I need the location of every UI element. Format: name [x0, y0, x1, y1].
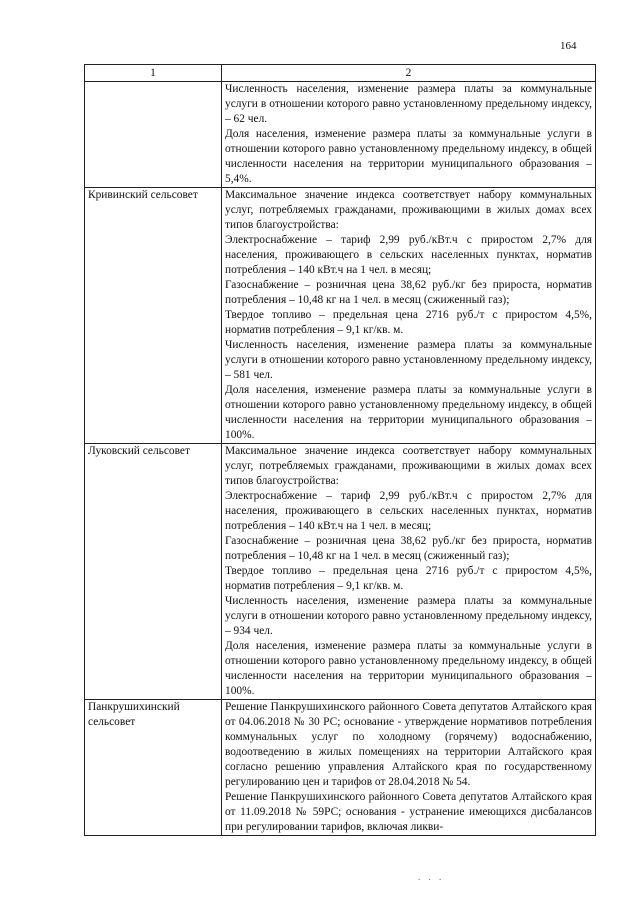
paragraph: Доля населения, изменение размера платы за коммунальные услуги в отношении которого равно установленному предельному индексу, в общей численности населения на территории муниципального образования – 100%.	[225, 640, 592, 697]
paragraph: Численность населения, изменение размера платы за коммунальные услуги в отношении которого равно установленному предельному индексу, – 62 чел.	[225, 83, 592, 125]
table-row	[85, 700, 596, 836]
paragraph: Решение Панкрушихинского районного Совета депутатов Алтайского края от 11.09.2018 № 59РС; основания - устранение имеющихся дисбалансов при регулировании тарифов, включая ликви-	[225, 791, 592, 833]
paragraph: Численность населения, изменение размера платы за коммунальные услуги в отношении которого равно установленному предельному индексу, – 934 чел.	[225, 595, 592, 637]
page-number: 164	[560, 40, 577, 52]
paragraph: Доля населения, изменение размера платы за коммунальные услуги в отношении которого равно установленному предельному индексу, в общей численности населения на территории муниципального образования – 5,4%.	[225, 128, 592, 185]
municipality-name: Луковский сельсовет	[85, 444, 222, 700]
municipality-name	[85, 82, 222, 188]
table-row	[85, 444, 596, 700]
paragraph: Максимальное значение индекса соответствует набору коммунальных услуг, потребляемых гражданами, проживающими в жилых домах всех типов благоустройства:	[225, 445, 592, 487]
table-row	[85, 82, 596, 188]
data-table	[84, 64, 596, 836]
paragraph: Электроснабжение – тариф 2,99 руб./кВт.ч с приростом 2,7% для населения, проживающего в сельских населенных пунктах, норматив потребления – 140 кВт.ч на 1 чел. в месяц;	[225, 234, 592, 276]
column-header-2: 2	[222, 65, 596, 82]
column-header-1: 1	[85, 65, 222, 82]
table-header-row	[85, 65, 596, 82]
row-content	[222, 444, 596, 700]
footer-marks: . . .	[418, 872, 445, 882]
paragraph: Максимальное значение индекса соответствует набору коммунальных услуг, потребляемых гражданами, проживающими в жилых домах всех типов благоустройства:	[225, 189, 592, 231]
paragraph: Доля населения, изменение размера платы за коммунальные услуги в отношении которого равно установленному предельному индексу, в общей численности населения на территории муниципального образования – 100%.	[225, 384, 592, 441]
row-content	[222, 700, 596, 836]
municipality-name: Панкрушихинский сельсовет	[85, 700, 222, 836]
paragraph: Газоснабжение – розничная цена 38,62 руб./кг без прироста, норматив потребления – 10,48 кг на 1 чел. в месяц (сжиженный газ);	[225, 279, 592, 306]
row-content	[222, 188, 596, 444]
paragraph: Твердое топливо – предельная цена 2716 руб./т с приростом 4,5%, норматив потребления – 9,1 кг/кв. м.	[225, 309, 592, 336]
paragraph: Численность населения, изменение размера платы за коммунальные услуги в отношении которого равно установленному предельному индексу, – 581 чел.	[225, 339, 592, 381]
paragraph: Твердое топливо – предельная цена 2716 руб./т с приростом 4,5%, норматив потребления – 9,1 кг/кв. м.	[225, 565, 592, 592]
table-row	[85, 188, 596, 444]
paragraph: Электроснабжение – тариф 2,99 руб./кВт.ч с приростом 2,7% для населения, проживающего в сельских населенных пунктах, норматив потребления – 140 кВт.ч на 1 чел. в месяц;	[225, 490, 592, 532]
paragraph: Газоснабжение – розничная цена 38,62 руб./кг без прироста, норматив потребления – 10,48 кг на 1 чел. в месяц (сжиженный газ);	[225, 535, 592, 562]
municipality-name: Кривинский сельсовет	[85, 188, 222, 444]
row-content	[222, 82, 596, 188]
paragraph: Решение Панкрушихинского районного Совета депутатов Алтайского края от 04.06.2018 № 30 РС; основание - утверждение нормативов потребления коммунальных услуг по холодному (горячему) водоснабжению, водоотведению в жилых помещениях на территории Алтайского края согласно решению управления Алтайского края по государственному регулированию цен и тарифов от 28.04.2018 № 54.	[225, 701, 592, 788]
